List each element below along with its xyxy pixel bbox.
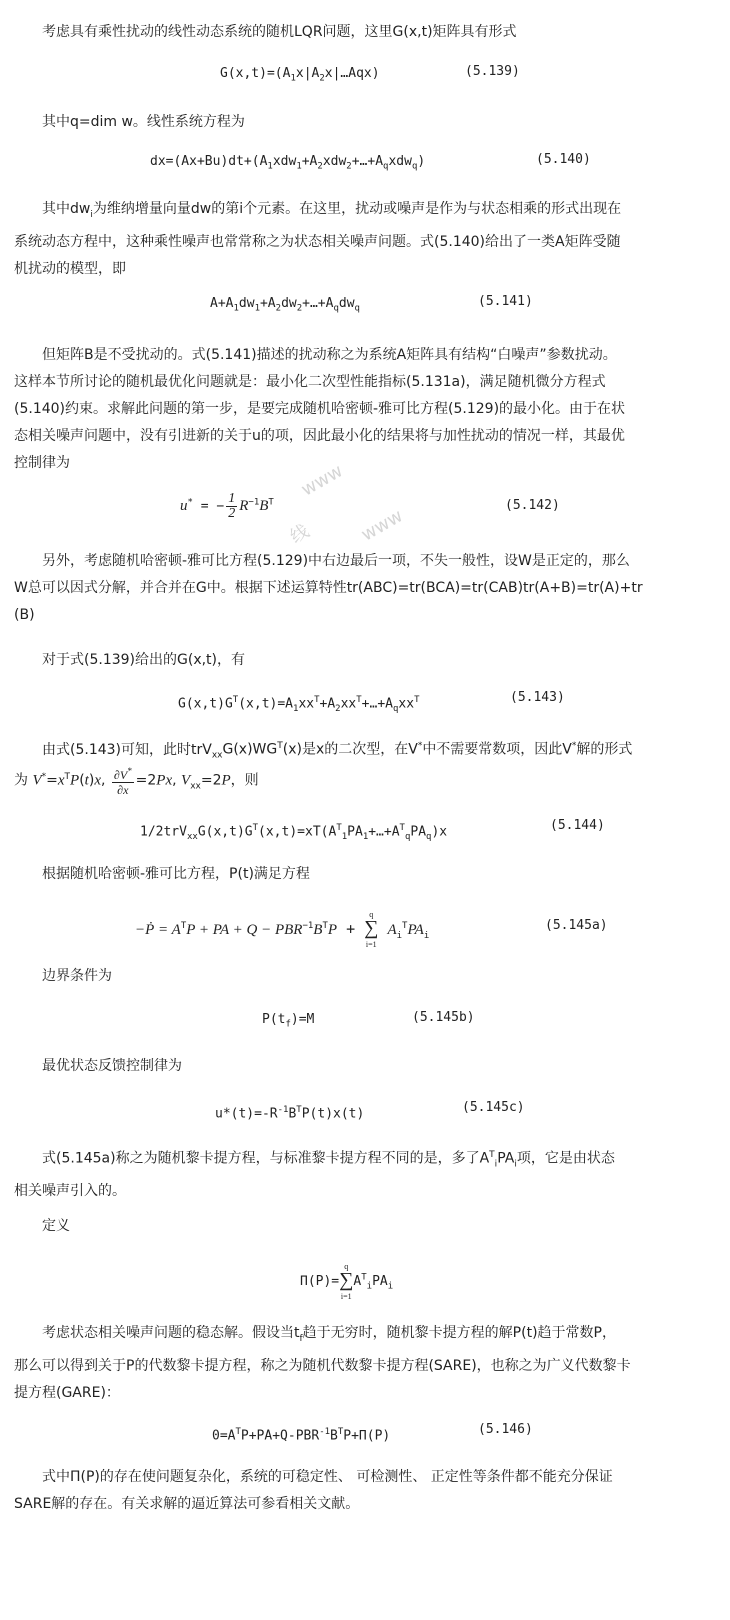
para-q: 其中q=dim w。线性系统方程为 — [42, 114, 245, 130]
equation-number-5-146: (5.146) — [478, 1422, 533, 1437]
equation-pi-definition: Π(P)= q ∑ i=1 $A^T_iPA_i$ — [300, 1262, 394, 1301]
para-end: 式中Π(P)的存在使问题复杂化，系统的可稳定性、 可检测性、 正定性等条件都不能充分保证 SARE解的存在。有关求解的逼近算法可参看相关文献。 — [14, 1469, 613, 1512]
para-w: 另外，考虑随机哈密顿-雅可比方程(5.129)中右边最后一项，不失一般性，设W是正定的，那么 W总可以因式分解，并合并在G中。根据下述运算特性tr(ABC)=tr(BCA)=tr(CAB)tr(A+B)=tr(A)+tr (B) — [14, 553, 643, 623]
equation-5-144: $1/2trV_{xx}G(x,t)G^T(x,t)=xT(A^T_1PA_1+\dots+A^T_qPA_q)x$ — [140, 823, 448, 842]
para-v-formula: 为 $V^*=x^TP(t)x$, $\frac{\partial V^*}{\partial x}$ =2Px, $V_{xx}=2P$，则 — [14, 766, 259, 797]
para-dw: 其中$dw_i$为维纳增量向量dw的第i个元素。在这里，扰动或噪声是作为与状态相乘的形式出现在 系统动态方程中，这种乘性噪声也常常称之为状态相关噪声问题。式(5.140)给出了一类A矩阵受随 机扰动的模型，即 — [14, 201, 622, 277]
equation-5-141: $A+A_1dw_1+A_2dw_2+\dots+A_qdw_q$ — [210, 296, 360, 314]
equation-5-139: $G(x,t)=(A_1x|A_2x|\dots Aqx)$ — [220, 66, 380, 84]
para-ric: 根据随机哈密顿-雅可比方程，P(t)满足方程 — [42, 866, 310, 882]
para-opt: 最优状态反馈控制律为 — [42, 1058, 182, 1074]
para-v: 由式(5.143)可知，此时$trV_{xx}G(x)WG^T(x)$是x的二次型，在V*中不需要常数项，因此V*解的形式 — [42, 741, 633, 761]
watermark: 线 — [286, 520, 313, 548]
para-b: 但矩阵B是不受扰动的。式(5.141)描述的扰动称之为系统A矩阵具有结构“白噪声”参数扰动。 这样本节所讨论的随机最优化问题就是：最小化二次型性能指标(5.131a)，满足随机微分方程式 (5.140)约束。求解此问题的第一步，是要完成随机哈密顿-雅可比方程(5.129)的最小化。由于在状 态相关噪声问题中，没有引进新的关于u的项，因此最小化的结果将与加性扰动的情况一样，其最优 控制律为 — [14, 347, 626, 471]
equation-number-5-143: (5.143) — [510, 690, 565, 705]
equation-number-5-139: (5.139) — [465, 64, 520, 79]
equation-5-142: u* = − $\frac{1}{2}$ $R^{-1}B^T$ — [180, 491, 274, 521]
equation-5-145c: $u*(t)=-R^{-1}B^TP(t)x(t)$ — [215, 1105, 365, 1122]
watermark: www — [297, 460, 347, 501]
equation-number-5-145a: (5.145a) — [545, 918, 608, 933]
equation-number-5-145b: (5.145b) — [412, 1010, 475, 1025]
equation-5-140: $dx=(Ax+Bu)dt+(A_1xdw_1+A_2xdw_2+\dots+A_qxdw_q)$ — [150, 154, 426, 172]
equation-5-146: $0=A^TP+PA+Q-PBR^{-1}B^TP+\Pi(P)$ — [212, 1427, 391, 1444]
equation-5-143: $G(x,t)G^T(x,t)=A_1xx^T+A_2xx^T+\dots+A_qxx^T$ — [178, 695, 420, 714]
equation-5-145b: $P(t_f)=M$ — [262, 1012, 315, 1030]
equation-number-5-145c: (5.145c) — [462, 1100, 525, 1115]
para-bc: 边界条件为 — [42, 968, 112, 984]
equation-number-5-142: (5.142) — [505, 498, 560, 513]
para-s: 式(5.145a)称之为随机黎卡提方程，与标准黎卡提方程不同的是，多了$A^T_iPA_i$项，它是由状态 相关噪声引入的。 — [14, 1150, 615, 1200]
equation-number-5-140: (5.140) — [536, 152, 591, 167]
para-g: 对于式(5.139)给出的G(x,t)，有 — [42, 652, 245, 668]
equation-number-5-144: (5.144) — [550, 818, 605, 833]
watermark: www — [357, 505, 407, 546]
para-ss: 考虑状态相关噪声问题的稳态解。假设当$t_f$趋于无穷时，随机黎卡提方程的解P(t)趋于常数P， 那么可以得到关于P的代数黎卡提方程，称之为随机代数黎卡提方程(SARE)，也称之为广义代数黎卡 提方程(GARE)： — [14, 1325, 631, 1401]
equation-5-145a: −Ṗ = $A^TP$ + PA + $Q - PBR^{-1}B^TP$ + q ∑ i=1 $A_i^TPA_i$ — [135, 910, 430, 949]
para-intro: 考虑具有乘性扰动的线性动态系统的随机LQR问题，这里G(x,t)矩阵具有形式 — [42, 24, 517, 40]
para-def: 定义 — [42, 1218, 70, 1234]
equation-number-5-141: (5.141) — [478, 294, 533, 309]
